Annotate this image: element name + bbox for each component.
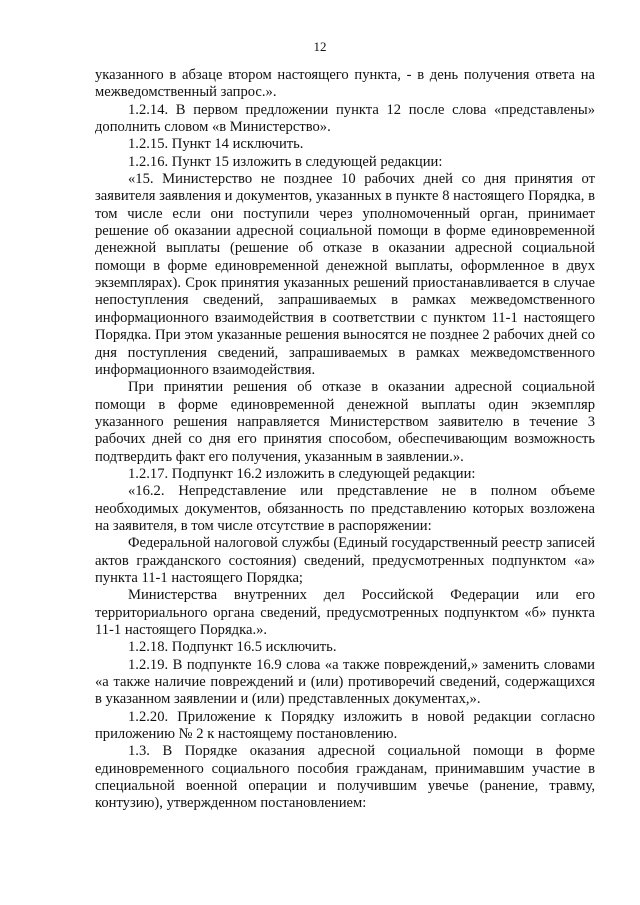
paragraph: 1.2.17. Подпункт 16.2 изложить в следующей редакции: — [128, 465, 476, 482]
paragraph: «16.2. Непредставление или представление не в полном объеме необходимых документов, обязанность по представлению которых возложена на заявителя, в том числе отсутствие в распоряжении: — [95, 483, 595, 534]
paragraph: 1.3. В Порядке оказания адресной социальной помощи в форме единовременного социального пособия гражданам, принимавшим участие в специальной военной операции и получившим увечье (ранение, травму, контузию), утвержденном постановлением: — [95, 743, 595, 812]
paragraph: 1.2.14. В первом предложении пункта 12 после слова «представлены» дополнить словом «в Министерство». — [95, 101, 595, 136]
paragraph: 1.2.20. Приложение к Порядку изложить в новой редакции согласно приложению № 2 к настоящему постановлению. — [95, 708, 595, 743]
paragraph: 1.2.18. Подпункт 16.5 исключить. — [128, 639, 337, 656]
paragraph: 1.2.19. В подпункте 16.9 слова «а также повреждений,» заменить словами «а также наличие повреждений и (или) противоречий сведений, содержащихся в указанном заявлении и (или) представленных документах,». — [95, 656, 595, 708]
page-number: 12 — [313, 39, 327, 54]
document-body — [95, 67, 595, 813]
paragraph: При принятии решения об отказе в оказании адресной социальной помощи в форме единовременной денежной выплаты один экземпляр указанного решения направляется Министерством заявителю в течение 3 рабочих дней со дня его принятия способом, обеспечивающим возможность подтвердить факт его получения, указанным в заявлении.». — [95, 379, 595, 465]
paragraph: Министерства внутренних дел Российской Федерации или его территориального органа сведений, предусмотренных подпунктом «б» пункта 11-1 настоящего Порядка.». — [95, 587, 595, 638]
paragraph: 1.2.15. Пункт 14 исключить. — [128, 136, 304, 153]
paragraph: 1.2.16. Пункт 15 изложить в следующей редакции: — [128, 153, 443, 170]
paragraph: «15. Министерство не позднее 10 рабочих дней со дня принятия от заявителя заявления и документов, указанных в пункте 8 настоящего Порядка, в том числе если они поступили через уполномоченный орган, принимает решение об оказании адресной социальной помощи в форме единовременной денежной выплаты (решение об отказе в оказании адресной социальной помощи в форме единовременной денежной выплаты, оформленное в двух экземплярах). Срок принятия указанных решений приостанавливается в случае непоступления сведений, запрашиваемых в рамках межведомственного информационного взаимодействия в соответствии с пунктом 11-1 настоящего Порядка. При этом указанные решения выносятся не позднее 2 рабочих дней со дня поступления сведений, запрашиваемых в рамках межведомственного информационного взаимодействия. — [95, 171, 595, 378]
paragraph: указанного в абзаце втором настоящего пункта, - в день получения ответа на межведомственный запрос.». — [95, 67, 595, 101]
paragraph: Федеральной налоговой службы (Единый государственный реестр записей актов гражданского состояния) сведений, предусмотренных подпунктом «а» пункта 11-1 настоящего Порядка; — [95, 535, 595, 586]
